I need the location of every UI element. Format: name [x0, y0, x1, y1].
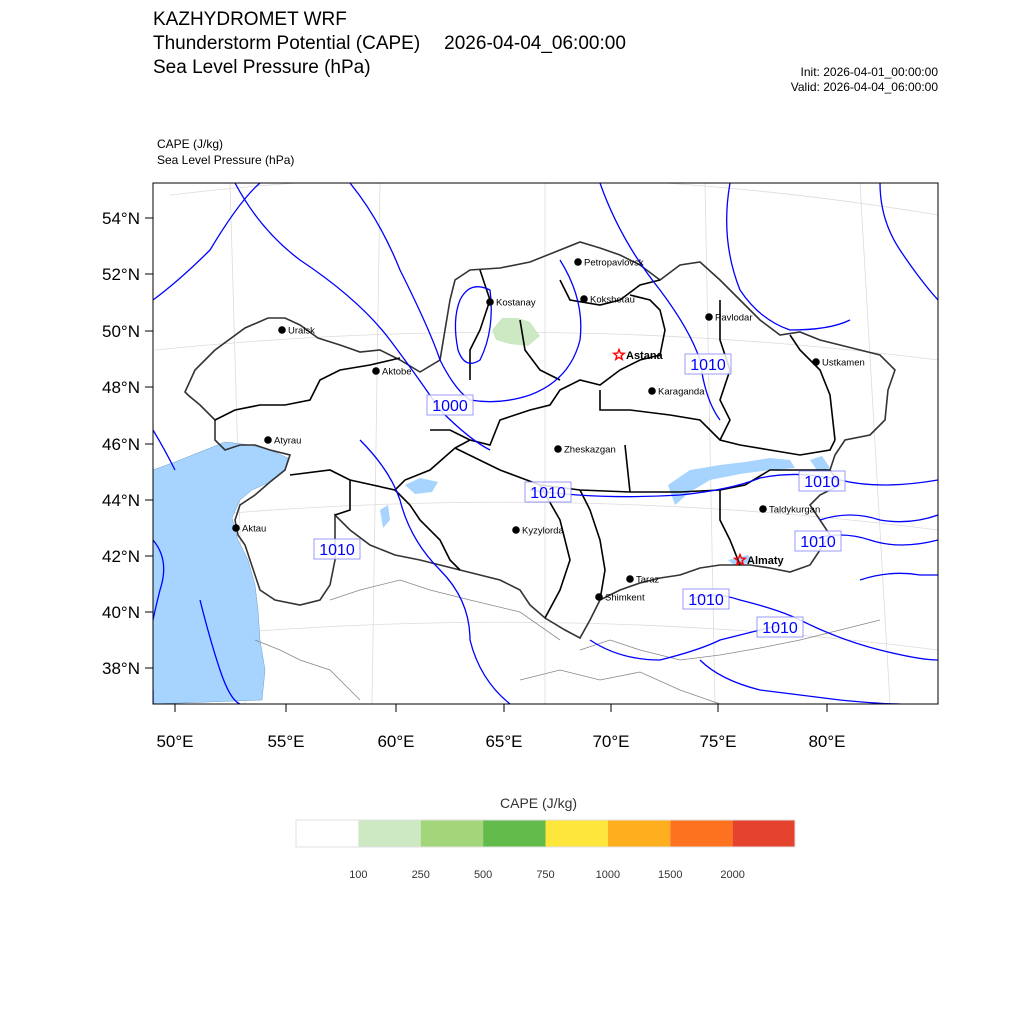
lon-tick-label: 80°E: [808, 732, 846, 751]
city-petropavlovsk: [574, 258, 644, 269]
city-atyrau: [264, 436, 301, 447]
lon-tick-label: 70°E: [592, 732, 630, 751]
city-label: Taraz: [636, 574, 660, 586]
lon-tick-label: 75°E: [699, 732, 737, 751]
colorbar-swatch: [546, 820, 608, 847]
caspian-sea: [153, 442, 288, 704]
city-label: Kostanay: [496, 297, 536, 309]
colorbar-tick-label: 2000: [720, 869, 745, 881]
city-taraz: [626, 575, 659, 586]
lat-tick-label: 46°N: [102, 435, 140, 454]
city-label: Almaty: [747, 555, 784, 567]
city-dot-icon: [278, 326, 286, 334]
lon-tick-label: 65°E: [485, 732, 523, 751]
city-dot-icon: [626, 575, 634, 583]
isobar-label: [314, 539, 360, 559]
svg-text:1010: 1010: [530, 485, 566, 502]
city-label: Taldykurgan: [769, 504, 821, 516]
lat-tick-label: 52°N: [102, 265, 140, 284]
isobar-label: [795, 531, 841, 551]
colorbar-swatch: [733, 820, 795, 847]
svg-text:1010: 1010: [688, 592, 724, 609]
app-title: KAZHYDROMET WRF: [153, 9, 347, 30]
city-dot-icon: [705, 313, 713, 321]
city-label: Astana: [626, 350, 663, 362]
city-label: Ustkamen: [822, 357, 865, 369]
map-frame: [153, 183, 938, 704]
city-dot-icon: [759, 505, 767, 513]
city-label: Atyrau: [274, 435, 302, 447]
city-karaganda: [648, 387, 705, 398]
lat-tick-label: 50°N: [102, 322, 140, 341]
svg-text:1010: 1010: [762, 620, 798, 637]
city-dot-icon: [580, 295, 588, 303]
colorbar-swatch: [296, 820, 358, 847]
city-label: Uralsk: [288, 325, 315, 337]
city-astana: [614, 350, 664, 363]
colorbar-title: CAPE (J/kg): [500, 795, 578, 811]
city-dot-icon: [648, 387, 656, 395]
colorbar-swatch: [670, 820, 732, 847]
colorbar-swatch: [608, 820, 670, 847]
svg-text:1000: 1000: [432, 398, 468, 415]
city-dot-icon: [812, 358, 820, 366]
field-label-cape: CAPE (J/kg): [157, 137, 224, 151]
city-dot-icon: [574, 258, 582, 266]
city-aktobe: [372, 367, 411, 378]
city-ustkamen: [812, 358, 865, 369]
city-label: Zheskazgan: [564, 444, 616, 456]
city-dot-icon: [232, 524, 240, 532]
colorbar-swatch: [421, 820, 483, 847]
aral-lake: [405, 478, 438, 494]
valid-stamp: 2026-04-04_06:00:00: [444, 33, 626, 54]
city-dot-icon: [554, 445, 562, 453]
city-label: Pavlodar: [715, 312, 753, 324]
colorbar-tick-label: 500: [473, 869, 493, 881]
isobar-label: [525, 482, 571, 502]
colorbar-swatch: [358, 820, 420, 847]
neighbor-borders: [255, 580, 880, 704]
colorbar-swatch: [483, 820, 545, 847]
isobars: [153, 183, 938, 704]
lat-tick-label: 40°N: [102, 603, 140, 622]
colorbar-tick-label: 750: [536, 869, 555, 881]
product-name: Thunderstorm Potential (CAPE): [153, 33, 421, 54]
svg-text:1010: 1010: [690, 357, 726, 374]
init-time: Init: 2026-04-01_00:00:00: [800, 65, 938, 79]
city-label: Kyzylorda: [522, 525, 564, 537]
isobar-label: [683, 589, 729, 609]
isobar-label: [685, 354, 731, 374]
city-label: Karaganda: [658, 386, 705, 398]
city-shimkent: [595, 593, 645, 604]
city-label: Shimkent: [605, 592, 645, 604]
lat-tick-label: 42°N: [102, 547, 140, 566]
lon-tick-label: 50°E: [156, 732, 194, 751]
city-pavlodar: [705, 313, 752, 324]
city-taldykurgan: [759, 505, 820, 516]
lon-tick-label: 60°E: [377, 732, 415, 751]
isobar-label: [427, 395, 473, 415]
city-label: Kokshetau: [590, 294, 635, 306]
colorbar-tick-label: 1500: [658, 869, 683, 881]
city-label: Aktobe: [382, 366, 412, 378]
isobar-label: [757, 617, 803, 637]
isobar-label: [799, 471, 845, 491]
balkhash-lake: [668, 458, 795, 505]
city-dot-icon: [486, 298, 494, 306]
valid-time: Valid: 2026-04-04_06:00:00: [790, 80, 938, 94]
colorbar-tick-label: 1000: [595, 869, 621, 881]
city-kyzylorda: [512, 526, 564, 537]
svg-text:1010: 1010: [319, 542, 355, 559]
lat-tick-label: 44°N: [102, 491, 140, 510]
cape-area: [492, 318, 540, 346]
overlay-title: Sea Level Pressure (hPa): [153, 57, 371, 78]
city-zheskazgan: [554, 445, 616, 456]
capital-star-icon: [614, 350, 624, 360]
city-label: Aktau: [242, 523, 267, 535]
lon-tick-label: 55°E: [267, 732, 305, 751]
aral-lake-west: [380, 505, 390, 528]
colorbar-tick-label: 100: [349, 869, 368, 881]
lat-tick-label: 38°N: [102, 659, 140, 678]
svg-text:1010: 1010: [800, 534, 836, 551]
city-label: Petropavlovsk: [584, 257, 644, 269]
city-dot-icon: [264, 436, 272, 444]
city-dot-icon: [372, 367, 380, 375]
lat-tick-label: 48°N: [102, 378, 140, 397]
city-dot-icon: [595, 593, 603, 601]
field-label-slp: Sea Level Pressure (hPa): [157, 153, 295, 167]
city-uralsk: [278, 326, 315, 337]
cape-colorbar: [296, 820, 795, 881]
svg-text:1010: 1010: [804, 474, 840, 491]
lat-tick-label: 54°N: [102, 209, 140, 228]
city-kostanay: [486, 298, 536, 309]
city-dot-icon: [512, 526, 520, 534]
colorbar-tick-label: 250: [411, 869, 430, 881]
